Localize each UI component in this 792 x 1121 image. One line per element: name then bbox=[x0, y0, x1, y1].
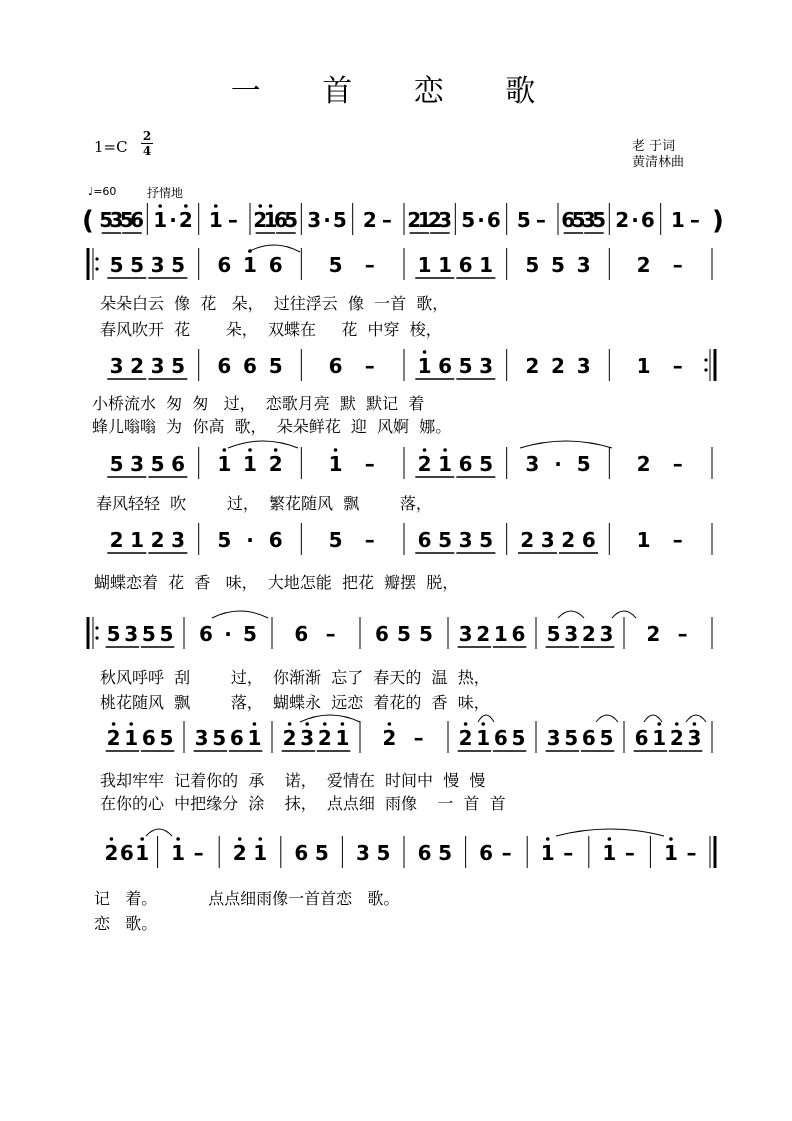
note-numeral: 1 bbox=[636, 354, 651, 378]
note-numeral: 5 bbox=[479, 528, 494, 552]
note-numeral: 5 bbox=[511, 726, 526, 750]
note-numeral: · bbox=[224, 622, 232, 646]
note-numeral: 3 bbox=[300, 726, 315, 750]
lyric-line: 桃花随风 飘 落， 蝴蝶永 远恋 着花的 香 味， bbox=[100, 693, 490, 712]
note-numeral: 1 bbox=[263, 208, 278, 232]
note-numeral: 2 bbox=[581, 622, 596, 646]
octave-dot bbox=[693, 722, 697, 726]
slur-arc bbox=[556, 829, 664, 836]
note-numeral: 1 bbox=[493, 622, 508, 646]
octave-dot bbox=[464, 722, 468, 726]
note-numeral: 6 bbox=[561, 208, 576, 232]
note-numeral: 3 bbox=[150, 354, 165, 378]
note-numeral: 5 bbox=[438, 841, 453, 865]
song-title: 一 首 恋 歌 bbox=[230, 74, 562, 109]
lyric-line: 秋风呼呼 刮 过， 你渐渐 忘了 春天的 温 热， bbox=[100, 668, 490, 687]
note-numeral: 2 bbox=[646, 622, 661, 646]
note-numeral: 3 bbox=[458, 622, 473, 646]
note-numeral: – bbox=[624, 841, 635, 865]
repeat-dot bbox=[95, 626, 98, 629]
note-numeral: 1 bbox=[243, 452, 257, 476]
octave-dot bbox=[253, 722, 257, 726]
note-numeral: 2 bbox=[362, 208, 377, 232]
octave-dot bbox=[274, 448, 278, 452]
note-numeral: 5 bbox=[546, 622, 561, 646]
repeat-dot bbox=[95, 267, 98, 270]
note-numeral: 6 bbox=[243, 354, 257, 378]
note-numeral: 5 bbox=[141, 622, 156, 646]
note-numeral: 3 bbox=[355, 841, 370, 865]
octave-dot bbox=[323, 722, 327, 726]
note-numeral: 6 bbox=[229, 726, 244, 750]
note-numeral: 5 bbox=[106, 622, 121, 646]
octave-dot bbox=[112, 722, 116, 726]
note-numeral: 6 bbox=[458, 452, 473, 476]
note-numeral: 5 bbox=[458, 354, 473, 378]
note-numeral: 1 bbox=[652, 726, 667, 750]
note-numeral: 6 bbox=[458, 253, 473, 277]
lyric-line: 我却牢牢 记着你的 承 诺， 爱情在 时间中 慢 慢 bbox=[100, 771, 486, 790]
note-numeral: 5 bbox=[268, 354, 283, 378]
slur-arc bbox=[248, 245, 300, 252]
note-numeral: 5 bbox=[438, 528, 453, 552]
note-numeral: – bbox=[325, 622, 336, 646]
octave-dot bbox=[288, 722, 292, 726]
note-numeral: 5 bbox=[376, 841, 391, 865]
octave-dot bbox=[158, 204, 162, 208]
octave-dot bbox=[481, 722, 485, 726]
note-numeral: – bbox=[501, 841, 512, 865]
note-numeral: · bbox=[246, 528, 254, 552]
octave-dot bbox=[258, 837, 262, 841]
note-numeral: 5 bbox=[571, 208, 586, 232]
octave-dot bbox=[110, 837, 114, 841]
note-numeral: 3 bbox=[130, 452, 145, 476]
note-numeral: 5 bbox=[109, 253, 124, 277]
lyric-line: 恋 歌。 bbox=[94, 914, 158, 933]
time-signature-top: 2 bbox=[142, 129, 152, 143]
note-numeral: 5 bbox=[217, 528, 232, 552]
tempo-marking: ♩=60 bbox=[88, 185, 117, 198]
note-numeral: 3 bbox=[458, 528, 473, 552]
note-numeral: 1 bbox=[130, 528, 145, 552]
lyric-line: 春风轻轻 吹 过， 繁花随风 飘 落， bbox=[96, 494, 432, 513]
note-numeral: 6 bbox=[486, 208, 501, 232]
note-numeral: 5 bbox=[592, 208, 607, 232]
note-numeral: 1 bbox=[217, 452, 232, 476]
note-numeral: 1 bbox=[208, 208, 223, 232]
note-numeral: 2 bbox=[268, 452, 283, 476]
note-numeral: 2 bbox=[615, 208, 630, 232]
note-numeral: 6 bbox=[119, 841, 134, 865]
note-numeral: 1 bbox=[438, 452, 453, 476]
note-numeral: 2 bbox=[551, 354, 565, 378]
time-signature-bottom: 4 bbox=[142, 144, 152, 158]
note-numeral: 3 bbox=[109, 354, 124, 378]
lyricist-credit: 老 于词 bbox=[632, 139, 676, 154]
note-numeral: 5 bbox=[171, 253, 186, 277]
note-numeral: 1 bbox=[476, 726, 491, 750]
note-numeral: – bbox=[672, 528, 683, 552]
note-numeral: 6 bbox=[217, 253, 232, 277]
note-numeral: – bbox=[686, 841, 697, 865]
note-numeral: 2 bbox=[282, 726, 297, 750]
note-numeral: 1 bbox=[253, 841, 268, 865]
slur-arc bbox=[300, 715, 360, 722]
octave-dot bbox=[269, 204, 273, 208]
note-numeral: – bbox=[364, 528, 375, 552]
note-numeral: 2 bbox=[109, 528, 124, 552]
note-numeral: 1 bbox=[247, 726, 262, 750]
note-numeral: – bbox=[689, 208, 700, 232]
note-numeral: 2 bbox=[520, 528, 535, 552]
note-numeral: 1 bbox=[663, 841, 678, 865]
note-numeral: 5 bbox=[525, 253, 540, 277]
key-signature: 1=C bbox=[94, 138, 128, 156]
octave-dot bbox=[248, 448, 252, 452]
note-numeral: 3 bbox=[576, 354, 591, 378]
note-numeral: 5 bbox=[243, 622, 257, 646]
note-numeral: 5 bbox=[419, 622, 433, 646]
note-numeral: 1 bbox=[328, 452, 343, 476]
octave-dot bbox=[223, 448, 227, 452]
note-numeral: – bbox=[413, 726, 424, 750]
octave-dot bbox=[334, 448, 338, 452]
octave-dot bbox=[238, 837, 242, 841]
note-numeral: 6 bbox=[130, 208, 145, 232]
note-numeral: 6 bbox=[581, 528, 596, 552]
note-numeral: 2 bbox=[232, 841, 247, 865]
note-numeral: 1 bbox=[243, 253, 257, 277]
slur-arc bbox=[146, 829, 172, 836]
note-numeral: 5 bbox=[328, 253, 343, 277]
octave-dot bbox=[176, 837, 180, 841]
octave-dot bbox=[140, 837, 144, 841]
note-numeral: 1 bbox=[479, 253, 494, 277]
note-numeral: – bbox=[381, 208, 392, 232]
slur-arc bbox=[212, 611, 268, 618]
note-numeral: – bbox=[535, 208, 546, 232]
lyric-line: 记 着。 点点细雨像一首首恋 歌。 bbox=[94, 889, 400, 908]
note-numeral: 6 bbox=[199, 622, 213, 646]
note-numeral: 2 bbox=[178, 208, 193, 232]
note-numeral: 6 bbox=[294, 622, 309, 646]
octave-dot bbox=[258, 204, 262, 208]
note-numeral: – bbox=[672, 253, 683, 277]
note-numeral: 1 bbox=[417, 253, 432, 277]
note-numeral: 5 bbox=[516, 208, 531, 232]
lyric-line: 朵朵白云 像 花 朵， 过往浮云 像 一首 歌， bbox=[100, 294, 449, 313]
note-numeral: 2 bbox=[636, 452, 651, 476]
note-numeral: – bbox=[193, 841, 204, 865]
note-numeral: 5 bbox=[332, 208, 347, 232]
note-numeral: 5 bbox=[576, 452, 591, 476]
note-numeral: 2 bbox=[317, 726, 332, 750]
note-numeral: 3 bbox=[687, 726, 702, 750]
expression-marking: 抒情地 bbox=[147, 186, 184, 200]
close-paren: ) bbox=[712, 206, 724, 236]
octave-dot bbox=[669, 837, 673, 841]
note-numeral: · bbox=[477, 208, 485, 232]
note-numeral: 6 bbox=[141, 726, 156, 750]
note-numeral: – bbox=[677, 622, 688, 646]
octave-dot bbox=[546, 837, 550, 841]
repeat-dot bbox=[95, 636, 98, 639]
note-numeral: 5 bbox=[479, 452, 494, 476]
note-numeral: – bbox=[364, 354, 375, 378]
note-numeral: 2 bbox=[382, 726, 397, 750]
note-numeral: 1 bbox=[335, 726, 350, 750]
lyric-line: 小桥流水 匆 匆 过， 恋歌月亮 默 默记 着 bbox=[92, 394, 425, 413]
repeat-dot bbox=[95, 257, 98, 260]
note-numeral: 6 bbox=[268, 528, 283, 552]
note-numeral: · bbox=[554, 452, 562, 476]
note-numeral: 1 bbox=[153, 208, 168, 232]
note-numeral: 6 bbox=[294, 841, 309, 865]
note-numeral: 6 bbox=[479, 841, 494, 865]
repeat-dot bbox=[704, 358, 707, 361]
slur-arc bbox=[686, 715, 706, 722]
note-numeral: 6 bbox=[511, 622, 526, 646]
note-numeral: 2 bbox=[427, 208, 442, 232]
lyric-line: 蝴蝶恋着 花 香 味， 大地怎能 把花 瓣摆 脱， bbox=[94, 573, 459, 592]
note-numeral: 5 bbox=[284, 208, 299, 232]
note-numeral: 6 bbox=[634, 726, 649, 750]
note-numeral: 5 bbox=[99, 208, 114, 232]
octave-dot bbox=[423, 448, 427, 452]
note-numeral: · bbox=[169, 208, 177, 232]
note-numeral: 2 bbox=[525, 354, 540, 378]
octave-dot bbox=[341, 722, 345, 726]
octave-dot bbox=[608, 837, 612, 841]
note-numeral: 3 bbox=[124, 622, 139, 646]
repeat-dot bbox=[704, 368, 707, 371]
note-numeral: 2 bbox=[561, 528, 576, 552]
note-numeral: 1 bbox=[124, 726, 139, 750]
note-numeral: · bbox=[631, 208, 639, 232]
note-numeral: 3 bbox=[540, 528, 555, 552]
note-numeral: 3 bbox=[564, 622, 579, 646]
note-numeral: – bbox=[672, 452, 683, 476]
note-numeral: 5 bbox=[109, 452, 124, 476]
octave-dot bbox=[305, 722, 309, 726]
octave-dot bbox=[423, 350, 427, 354]
note-numeral: 3 bbox=[581, 208, 596, 232]
note-numeral: 5 bbox=[130, 253, 145, 277]
note-numeral: 1 bbox=[135, 841, 150, 865]
note-numeral: – bbox=[364, 452, 375, 476]
note-numeral: 2 bbox=[669, 726, 684, 750]
composer-credit: 黄清林曲 bbox=[632, 155, 685, 170]
note-numeral: – bbox=[563, 841, 574, 865]
note-numeral: 3 bbox=[438, 208, 453, 232]
note-numeral: – bbox=[227, 208, 238, 232]
note-numeral: 6 bbox=[581, 726, 596, 750]
note-numeral: 3 bbox=[546, 726, 561, 750]
note-numeral: 6 bbox=[493, 726, 508, 750]
slur-arc bbox=[478, 715, 494, 722]
note-numeral: 2 bbox=[407, 208, 422, 232]
open-paren: ( bbox=[82, 206, 94, 236]
octave-dot bbox=[388, 722, 392, 726]
octave-dot bbox=[657, 722, 661, 726]
note-numeral: 5 bbox=[599, 726, 614, 750]
note-numeral: 2 bbox=[458, 726, 473, 750]
note-numeral: 2 bbox=[150, 528, 165, 552]
note-numeral: 1 bbox=[171, 841, 186, 865]
lyric-line: 在你的心 中把缘分 涂 抹， 点点细 雨像 一 首 首 bbox=[100, 794, 506, 813]
note-numeral: 2 bbox=[106, 726, 121, 750]
note-numeral: 6 bbox=[217, 354, 232, 378]
note-numeral: 6 bbox=[375, 622, 389, 646]
octave-dot bbox=[129, 722, 133, 726]
note-numeral: 2 bbox=[130, 354, 145, 378]
note-numeral: 2 bbox=[476, 622, 491, 646]
octave-dot bbox=[443, 448, 447, 452]
note-numeral: 3 bbox=[150, 253, 165, 277]
note-numeral: · bbox=[323, 208, 331, 232]
note-numeral: 1 bbox=[540, 841, 555, 865]
note-numeral: 5 bbox=[328, 528, 343, 552]
note-numeral: 1 bbox=[417, 354, 432, 378]
note-numeral: 6 bbox=[417, 528, 432, 552]
note-numeral: 6 bbox=[273, 208, 288, 232]
note-numeral: 3 bbox=[599, 622, 614, 646]
lyric-line: 春风吹开 花 朵， 双蝶在 花 中穿 梭， bbox=[100, 320, 442, 339]
note-numeral: 5 bbox=[119, 208, 134, 232]
note-numeral: 5 bbox=[150, 452, 165, 476]
note-numeral: 5 bbox=[212, 726, 227, 750]
slur-arc bbox=[644, 715, 662, 722]
octave-dot bbox=[675, 722, 679, 726]
note-numeral: 3 bbox=[576, 253, 591, 277]
note-numeral: 6 bbox=[328, 354, 343, 378]
note-numeral: 3 bbox=[525, 452, 540, 476]
note-numeral: 1 bbox=[602, 841, 617, 865]
slur-arc bbox=[520, 441, 612, 448]
note-numeral: 5 bbox=[551, 253, 565, 277]
note-numeral: 6 bbox=[171, 452, 186, 476]
note-numeral: 3 bbox=[194, 726, 209, 750]
note-numeral: 2 bbox=[253, 208, 268, 232]
note-numeral: 5 bbox=[159, 726, 174, 750]
note-numeral: 1 bbox=[438, 253, 453, 277]
slur-arc bbox=[612, 611, 636, 618]
note-numeral: 5 bbox=[159, 622, 174, 646]
slur-arc bbox=[596, 715, 618, 722]
note-numeral: 6 bbox=[417, 841, 432, 865]
note-numeral: 1 bbox=[670, 208, 685, 232]
note-numeral: 6 bbox=[438, 354, 453, 378]
note-numeral: 3 bbox=[171, 528, 186, 552]
note-numeral: 6 bbox=[640, 208, 655, 232]
note-numeral: 3 bbox=[479, 354, 494, 378]
octave-dot bbox=[214, 204, 218, 208]
note-numeral: 3 bbox=[109, 208, 124, 232]
note-numeral: – bbox=[364, 253, 375, 277]
slur-arc bbox=[558, 611, 584, 618]
note-numeral: 3 bbox=[307, 208, 322, 232]
octave-dot bbox=[184, 204, 188, 208]
note-numeral: 6 bbox=[268, 253, 283, 277]
note-numeral: 1 bbox=[636, 528, 651, 552]
note-numeral: 5 bbox=[171, 354, 186, 378]
note-numeral: 1 bbox=[417, 208, 432, 232]
note-numeral: – bbox=[672, 354, 683, 378]
slur-arc bbox=[228, 441, 298, 448]
note-numeral: 5 bbox=[564, 726, 579, 750]
note-numeral: 2 bbox=[104, 841, 119, 865]
note-numeral: 2 bbox=[417, 452, 432, 476]
note-numeral: 5 bbox=[314, 841, 329, 865]
lyric-line: 蜂儿嗡嗡 为 你高 歌， 朵朵鲜花 迎 风婀 娜。 bbox=[92, 417, 452, 436]
note-numeral: 2 bbox=[636, 253, 651, 277]
note-numeral: 5 bbox=[397, 622, 411, 646]
note-numeral: 5 bbox=[461, 208, 476, 232]
